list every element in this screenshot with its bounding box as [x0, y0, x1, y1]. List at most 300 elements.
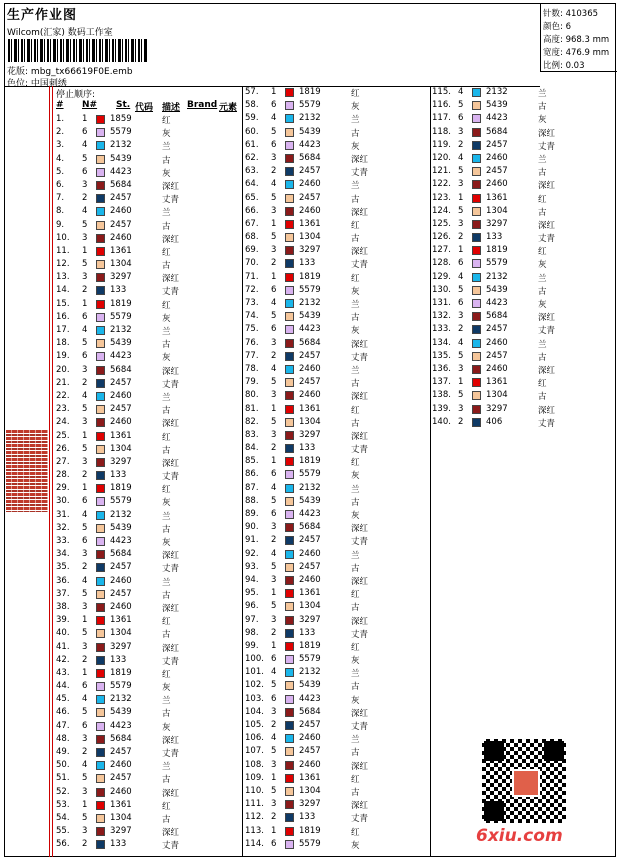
row-number: 122.	[432, 179, 451, 190]
row-number: 90.	[245, 522, 259, 533]
row-number: 138.	[432, 390, 451, 401]
color-swatch	[285, 774, 294, 783]
color-description: 兰	[162, 762, 171, 773]
needle-number: 1	[271, 403, 277, 414]
color-swatch	[472, 167, 481, 176]
color-description: 兰	[351, 300, 360, 310]
color-swatch	[96, 405, 105, 414]
thread-code: 2457	[110, 562, 132, 573]
needle-number: 1	[271, 772, 277, 783]
thread-code: 1819	[299, 825, 321, 836]
color-swatch	[285, 497, 294, 506]
row-number: 54.	[56, 812, 70, 823]
color-description: 兰	[538, 89, 547, 99]
color-description: 兰	[351, 181, 360, 192]
color-description: 兰	[162, 511, 171, 522]
row-number: 13.	[56, 272, 70, 283]
thread-code: 1304	[110, 259, 132, 270]
needle-number: 6	[271, 693, 277, 704]
thread-code: 5579	[299, 654, 321, 665]
color-swatch	[472, 352, 481, 361]
thread-code: 5439	[110, 707, 132, 718]
thread-code: 2457	[110, 588, 132, 599]
needle-number: 5	[82, 259, 88, 270]
thread-code: 2457	[299, 535, 321, 546]
thread-code: 1304	[110, 443, 132, 454]
needle-number: 5	[82, 628, 88, 639]
row-number: 4.	[56, 153, 65, 164]
needle-number: 4	[458, 152, 464, 163]
color-swatch	[472, 233, 481, 242]
row-number: 130.	[432, 284, 451, 295]
design-height: 高度: 968.3 mm	[543, 35, 610, 45]
needle-number: 2	[271, 535, 277, 546]
needle-number: 3	[271, 429, 277, 440]
thread-code: 2460	[299, 759, 321, 770]
thread-code: 2132	[110, 694, 132, 705]
color-description: 灰	[162, 498, 171, 509]
needle-number: 6	[82, 311, 88, 322]
row-number: 83.	[245, 429, 259, 440]
color-description: 古	[162, 709, 171, 720]
thread-code: 1361	[110, 799, 132, 810]
needle-number: 1	[271, 456, 277, 467]
needle-number: 5	[271, 416, 277, 427]
color-description: 丈青	[162, 472, 180, 483]
row-number: 136.	[432, 363, 451, 374]
row-number: 123.	[432, 192, 451, 203]
needle-number: 6	[271, 469, 277, 480]
color-description: 深红	[351, 431, 369, 442]
color-description: 丈青	[538, 141, 556, 152]
thread-code: 1819	[110, 298, 132, 309]
row-number: 100.	[245, 654, 264, 665]
thread-code: 2460	[110, 575, 132, 586]
needle-number: 5	[82, 773, 88, 784]
row-number: 82.	[245, 416, 259, 427]
needle-number: 3	[82, 364, 88, 375]
color-description: 古	[162, 261, 171, 272]
thread-code: 4423	[486, 298, 508, 308]
needle-number: 3	[458, 363, 464, 374]
color-swatch	[96, 260, 105, 269]
color-description: 丈青	[162, 564, 180, 575]
color-description: 深红	[162, 181, 180, 192]
color-swatch	[285, 365, 294, 374]
color-description: 红	[162, 432, 171, 443]
row-number: 30.	[56, 496, 70, 507]
color-description: 红	[538, 247, 547, 258]
header-brand: Brand	[187, 100, 218, 110]
thread-code: 5684	[486, 311, 508, 322]
needle-number: 3	[458, 311, 464, 322]
design-width: 宽度: 476.9 mm	[543, 48, 610, 58]
color-swatch	[285, 431, 294, 440]
needle-number: 3	[271, 522, 277, 533]
row-number: 32.	[56, 522, 70, 533]
color-swatch	[285, 642, 294, 651]
color-description: 红	[351, 774, 360, 785]
needle-number: 3	[82, 733, 88, 744]
color-swatch	[472, 259, 481, 268]
row-number: 111.	[245, 799, 264, 810]
color-description: 深红	[351, 576, 369, 587]
color-swatch	[472, 101, 481, 110]
color-swatch	[285, 708, 294, 717]
row-number: 134.	[432, 337, 451, 348]
row-number: 20.	[56, 364, 70, 375]
row-number: 63.	[245, 166, 259, 177]
color-description: 丈青	[162, 195, 180, 206]
color-description: 丈青	[162, 379, 180, 390]
needle-number: 6	[82, 127, 88, 138]
color-description: 古	[162, 445, 171, 456]
thread-code: 5579	[110, 311, 132, 322]
row-number: 99.	[245, 640, 259, 651]
row-number: 47.	[56, 720, 70, 731]
color-description: 古	[351, 194, 360, 205]
needle-number: 1	[271, 271, 277, 282]
color-swatch	[285, 747, 294, 756]
row-number: 14.	[56, 285, 70, 296]
needle-number: 6	[271, 838, 277, 849]
needle-number: 6	[271, 139, 277, 150]
watermark: 6xiu.com	[476, 826, 563, 846]
color-swatch	[96, 748, 105, 757]
thread-code: 4423	[486, 113, 508, 124]
row-number: 21.	[56, 377, 70, 388]
thread-code: 2460	[110, 206, 132, 217]
row-number: 43.	[56, 667, 70, 678]
thread-code: 2460	[486, 152, 508, 163]
needle-number: 3	[271, 706, 277, 717]
row-number: 38.	[56, 601, 70, 612]
needle-number: 1	[271, 218, 277, 229]
color-swatch	[285, 194, 294, 203]
color-description: 古	[351, 563, 360, 574]
row-number: 124.	[432, 205, 451, 216]
color-description: 兰	[162, 208, 171, 219]
color-swatch	[285, 576, 294, 585]
thread-code: 2457	[486, 350, 508, 361]
needle-number: 2	[458, 139, 464, 150]
needle-number: 5	[82, 522, 88, 533]
row-number: 81.	[245, 403, 259, 414]
thread-code: 2132	[110, 325, 132, 335]
row-number: 57.	[245, 87, 259, 97]
color-swatch	[96, 128, 105, 137]
color-swatch	[96, 682, 105, 691]
color-swatch	[285, 154, 294, 163]
needle-number: 1	[82, 298, 88, 309]
needle-number: 3	[271, 337, 277, 348]
color-description: 深红	[538, 313, 556, 324]
color-swatch	[285, 484, 294, 493]
needle-number: 6	[271, 324, 277, 335]
thread-code: 2457	[299, 192, 321, 203]
row-number: 121.	[432, 166, 451, 177]
color-description: 灰	[538, 260, 547, 271]
color-description: 丈青	[162, 656, 180, 667]
thread-code: 133	[110, 470, 127, 481]
color-swatch	[285, 668, 294, 677]
color-description: 古	[351, 682, 360, 693]
needle-number: 5	[82, 338, 88, 349]
thread-code: 2460	[299, 574, 321, 585]
color-swatch	[472, 273, 481, 282]
needle-number: 3	[82, 417, 88, 428]
color-description: 深红	[538, 128, 556, 139]
needle-number: 5	[271, 601, 277, 612]
thread-code: 1819	[486, 245, 508, 256]
row-number: 66.	[245, 205, 259, 216]
row-number: 139.	[432, 403, 451, 414]
color-description: 古	[351, 313, 360, 324]
color-description: 灰	[351, 326, 360, 337]
color-description: 兰	[162, 577, 171, 588]
color-swatch	[96, 708, 105, 717]
color-swatch	[472, 88, 481, 97]
row-number: 69.	[245, 245, 259, 256]
color-description: 深红	[351, 154, 369, 165]
color-description: 红	[162, 617, 171, 628]
thread-code: 133	[110, 654, 127, 665]
thread-code: 2132	[299, 113, 321, 124]
needle-number: 3	[82, 456, 88, 467]
color-swatch	[96, 577, 105, 586]
thread-code: 1361	[299, 403, 321, 414]
row-number: 24.	[56, 417, 70, 428]
row-number: 16.	[56, 311, 70, 322]
thread-code: 5684	[110, 364, 132, 375]
color-swatch	[472, 128, 481, 137]
thread-code: 1361	[486, 192, 508, 203]
color-swatch	[96, 366, 105, 375]
needle-number: 5	[82, 219, 88, 230]
row-number: 109.	[245, 772, 264, 783]
color-description: 兰	[351, 550, 360, 561]
color-swatch	[285, 286, 294, 295]
thread-code: 2460	[110, 601, 132, 612]
thread-code: 2460	[110, 390, 132, 401]
color-description: 红	[351, 89, 360, 99]
needle-number: 1	[271, 87, 277, 97]
color-description: 深红	[162, 603, 180, 614]
color-description: 深红	[162, 735, 180, 746]
color-description: 深红	[162, 419, 180, 430]
row-number: 23.	[56, 404, 70, 415]
row-number: 125.	[432, 218, 451, 229]
needle-number: 5	[458, 390, 464, 401]
color-swatch	[285, 180, 294, 189]
needle-number: 2	[82, 285, 88, 296]
color-count: 颜色: 6	[543, 22, 571, 32]
row-number: 80.	[245, 390, 259, 401]
needle-number: 2	[271, 443, 277, 454]
color-swatch	[285, 681, 294, 690]
needle-number: 3	[271, 205, 277, 216]
needle-number: 4	[458, 271, 464, 282]
thread-code: 1304	[299, 785, 321, 796]
thread-code: 1819	[299, 456, 321, 467]
color-swatch	[96, 616, 105, 625]
color-description: 丈青	[351, 722, 369, 732]
needle-number: 5	[271, 126, 277, 137]
color-swatch	[285, 813, 294, 822]
row-number: 10.	[56, 232, 70, 243]
color-description: 丈青	[538, 418, 556, 429]
needle-number: 3	[82, 232, 88, 243]
color-swatch	[96, 458, 105, 467]
needle-number: 3	[82, 601, 88, 612]
color-description: 古	[538, 352, 547, 363]
color-description: 灰	[162, 683, 171, 694]
row-number: 140.	[432, 416, 451, 427]
color-description: 深红	[162, 458, 180, 469]
row-number: 48.	[56, 733, 70, 744]
row-number: 75.	[245, 324, 259, 335]
needle-number: 6	[82, 681, 88, 692]
color-swatch	[96, 643, 105, 652]
needle-number: 4	[458, 337, 464, 348]
row-number: 76.	[245, 337, 259, 348]
thread-code: 1361	[110, 615, 132, 626]
thread-code: 5684	[299, 706, 321, 717]
spec-box	[540, 3, 617, 72]
header-code: 代码	[135, 103, 154, 113]
row-number: 36.	[56, 575, 70, 586]
color-description: 深红	[351, 207, 369, 218]
thread-code: 2460	[110, 232, 132, 243]
thread-code: 2457	[299, 720, 321, 730]
color-description: 灰	[351, 471, 360, 482]
needle-number: 1	[458, 192, 464, 203]
thread-code: 5684	[486, 126, 508, 137]
needle-number: 2	[271, 627, 277, 638]
row-number: 25.	[56, 430, 70, 441]
row-number: 71.	[245, 271, 259, 282]
row-number: 105.	[245, 720, 264, 730]
row-number: 62.	[245, 152, 259, 163]
needle-number: 4	[458, 87, 464, 97]
color-swatch	[96, 432, 105, 441]
needle-number: 3	[271, 799, 277, 810]
color-description: 灰	[351, 102, 360, 113]
row-number: 12.	[56, 259, 70, 270]
color-swatch	[285, 88, 294, 97]
qr-logo	[512, 769, 540, 797]
row-number: 56.	[56, 839, 70, 850]
color-description: 兰	[162, 142, 171, 153]
needle-number: 1	[271, 588, 277, 599]
row-number: 41.	[56, 641, 70, 652]
thread-code: 2460	[110, 786, 132, 797]
barcode-image	[8, 39, 148, 62]
thread-code: 5439	[110, 522, 132, 533]
color-swatch	[96, 497, 105, 506]
needle-number: 5	[271, 785, 277, 796]
color-swatch	[96, 669, 105, 678]
color-swatch	[285, 510, 294, 519]
thread-code: 5439	[299, 126, 321, 137]
color-swatch	[96, 788, 105, 797]
color-description: 红	[162, 247, 171, 258]
header-st: St.	[116, 100, 131, 110]
thread-code: 1304	[486, 205, 508, 216]
needle-number: 1	[458, 377, 464, 388]
thread-code: 4423	[110, 166, 132, 177]
thread-code: 3297	[486, 403, 508, 414]
thread-code: 2460	[486, 337, 508, 348]
color-swatch	[285, 273, 294, 282]
color-swatch	[285, 352, 294, 361]
color-description: 古	[351, 748, 360, 759]
row-number: 132.	[432, 311, 451, 322]
needle-number: 5	[271, 311, 277, 322]
color-description: 红	[351, 827, 360, 838]
design-scale: 比例: 0.03	[543, 61, 585, 71]
thread-code: 5579	[299, 284, 321, 295]
thread-code: 1819	[299, 271, 321, 282]
pattern-label: 花版:	[7, 67, 29, 77]
color-description: 丈青	[351, 537, 369, 548]
needle-number: 2	[271, 720, 277, 730]
needle-number: 3	[458, 403, 464, 414]
header-needle: N#	[82, 100, 98, 110]
color-swatch	[285, 800, 294, 809]
color-swatch	[285, 339, 294, 348]
thread-code: 5439	[110, 153, 132, 164]
row-number: 49.	[56, 747, 70, 757]
row-number: 50.	[56, 760, 70, 771]
color-description: 灰	[351, 286, 360, 297]
thread-code: 2457	[486, 166, 508, 177]
row-number: 112.	[245, 812, 264, 823]
needle-number: 1	[458, 245, 464, 256]
needle-number: 5	[82, 443, 88, 454]
color-description: 深红	[162, 551, 180, 562]
color-swatch	[96, 352, 105, 361]
row-number: 52.	[56, 786, 70, 797]
color-swatch	[285, 141, 294, 150]
color-description: 红	[351, 273, 360, 284]
row-number: 2.	[56, 127, 65, 138]
color-description: 古	[351, 379, 360, 390]
color-swatch	[285, 325, 294, 334]
thread-code: 3297	[299, 429, 321, 440]
needle-number: 4	[271, 113, 277, 124]
thread-code: 2460	[299, 363, 321, 374]
color-swatch	[285, 246, 294, 255]
color-description: 古	[162, 524, 171, 535]
color-swatch	[96, 511, 105, 520]
thread-code: 3297	[110, 272, 132, 283]
row-number: 74.	[245, 311, 259, 322]
needle-number: 1	[82, 799, 88, 810]
needle-number: 1	[271, 825, 277, 836]
color-swatch	[96, 379, 105, 388]
color-swatch	[96, 590, 105, 599]
color-swatch	[472, 154, 481, 163]
color-swatch	[472, 339, 481, 348]
color-description: 深红	[538, 365, 556, 376]
color-description: 丈青	[538, 326, 556, 337]
column-divider-1	[242, 86, 243, 857]
color-description: 兰	[538, 154, 547, 165]
row-number: 78.	[245, 363, 259, 374]
row-number: 116.	[432, 100, 451, 111]
row-number: 3.	[56, 140, 65, 151]
